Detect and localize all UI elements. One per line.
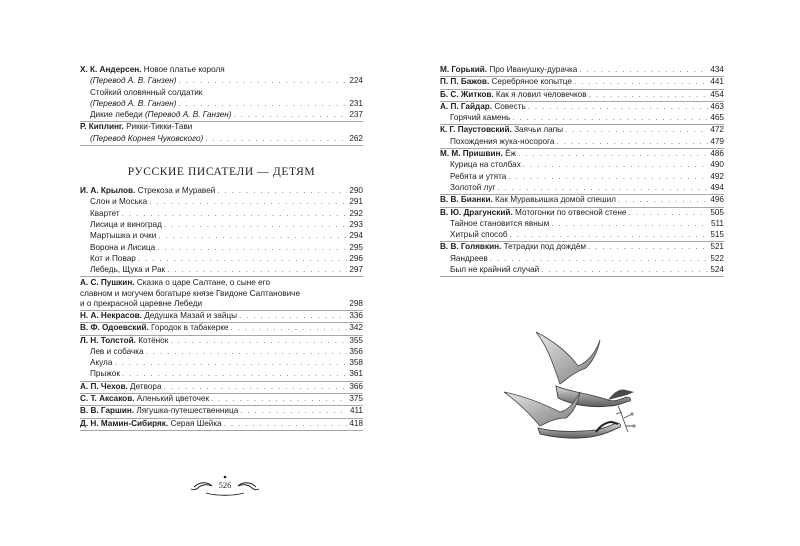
toc-item-title xyxy=(90,243,155,254)
work-title: Тайное становится явным xyxy=(450,218,550,228)
author-name: П. П. Бажов. xyxy=(440,77,490,87)
dot-leader xyxy=(549,219,708,230)
toc-item xyxy=(80,186,363,197)
dot-leader xyxy=(488,254,708,265)
toc-item xyxy=(440,149,724,160)
toc-item xyxy=(80,122,363,133)
toc-item-title xyxy=(440,90,587,101)
page-ref: 511 xyxy=(710,218,724,228)
work-title: Тетрадки под дождём xyxy=(503,242,587,252)
work-title: Был не крайний случай xyxy=(450,265,540,275)
dot-leader xyxy=(586,242,708,253)
toc-item-title xyxy=(90,99,177,110)
page-ref: 463 xyxy=(710,101,724,111)
toc-item xyxy=(440,183,724,194)
page-ref: 496 xyxy=(710,195,724,205)
russian-authors-list-left xyxy=(80,186,363,431)
toc-entry xyxy=(440,90,724,102)
toc-item xyxy=(80,110,363,121)
toc-entry xyxy=(80,65,363,122)
author-name: К. Г. Паустовский. xyxy=(440,125,512,135)
toc-item xyxy=(440,265,724,276)
dot-leader xyxy=(120,209,347,220)
page-ref: 295 xyxy=(349,242,363,252)
title-line: и о прекрасной царевне Лебеди xyxy=(80,299,203,309)
dot-leader xyxy=(231,110,347,121)
author-name: Р. Киплинг. xyxy=(80,122,124,132)
work-title: Про Иванушку-дурачка xyxy=(489,65,578,74)
dot-leader xyxy=(155,243,347,254)
work-title: Лисица и виноград xyxy=(90,219,162,229)
dot-leader xyxy=(516,149,708,160)
work-title: Котёнок xyxy=(138,335,169,345)
page-ref: 231 xyxy=(349,98,363,108)
page-number-label: 526 xyxy=(218,480,232,490)
toc-item xyxy=(440,137,724,148)
page-ref: 237 xyxy=(349,110,363,120)
toc-item-title xyxy=(90,265,165,276)
work-title: Новое платье короля xyxy=(143,65,225,74)
author-name: Б. С. Житков. xyxy=(440,89,494,99)
dot-leader xyxy=(136,254,347,265)
page-ref: 224 xyxy=(349,76,363,86)
dot-leader xyxy=(203,134,347,145)
author-name: М. Горький. xyxy=(440,65,488,74)
page-ref: 291 xyxy=(349,197,363,207)
toc-item-title xyxy=(90,209,120,220)
section-title: РУССКИЕ ПИСАТЕЛИ — ДЕТЯМ xyxy=(127,166,316,179)
toc-item xyxy=(440,208,724,219)
toc-item xyxy=(80,336,363,347)
work-title: Лягушка-путешественница xyxy=(136,406,239,416)
toc-item-title xyxy=(90,220,162,231)
toc-item xyxy=(80,369,363,380)
work-title: Ребята и утята xyxy=(450,171,507,181)
toc-entry xyxy=(80,311,363,323)
toc-entry xyxy=(440,195,724,207)
author-name: В. Ф. Одоевский. xyxy=(80,323,149,333)
toc-item-title xyxy=(450,160,521,171)
dot-leader xyxy=(162,220,347,231)
page-ref: 490 xyxy=(710,160,724,170)
toc-item xyxy=(440,254,724,265)
page-ref: 361 xyxy=(349,369,363,379)
toc-item-title xyxy=(90,76,177,87)
toc-item xyxy=(440,102,724,113)
toc-item xyxy=(440,65,724,76)
toc-entry xyxy=(440,125,724,149)
author-name: В. В. Бианки. xyxy=(440,195,493,205)
toc-item-title xyxy=(80,122,192,133)
left-toc-column xyxy=(80,65,363,431)
toc-item xyxy=(80,65,363,76)
page-ref: 293 xyxy=(349,219,363,229)
author-name: А. П. Чехов. xyxy=(80,381,128,391)
work-title: Детвора xyxy=(130,381,162,391)
toc-item xyxy=(80,382,363,393)
toc-item-title xyxy=(440,149,516,160)
dot-leader xyxy=(626,208,708,219)
toc-item-title xyxy=(440,208,626,219)
page-ref: 505 xyxy=(710,207,724,217)
toc-entry xyxy=(80,277,363,311)
page-ref: 418 xyxy=(349,418,363,428)
dot-leader xyxy=(539,265,708,276)
page-ref: 521 xyxy=(710,242,724,252)
author-name: В. В. Голявкин. xyxy=(440,242,502,252)
toc-item xyxy=(80,265,363,276)
toc-item xyxy=(440,172,724,183)
dot-leader xyxy=(521,160,708,171)
title-line: Сказка о царе Салтане, о сыне его xyxy=(136,278,271,288)
work-title: Стрекоза и Муравей xyxy=(137,186,216,196)
toc-entry xyxy=(80,394,363,406)
toc-entry xyxy=(440,242,724,277)
page-ref: 515 xyxy=(710,230,724,240)
toc-item xyxy=(440,77,724,88)
page-ref: 454 xyxy=(710,89,724,99)
dot-leader xyxy=(215,186,347,197)
dot-leader xyxy=(238,406,347,417)
foreign-authors-list xyxy=(80,65,363,146)
toc-item-title xyxy=(450,219,549,230)
toc-item xyxy=(80,231,363,242)
page-ref: 294 xyxy=(349,231,363,241)
author-name: Х. К. Андерсен. xyxy=(80,65,142,74)
toc-item xyxy=(80,347,363,358)
page-ref: 356 xyxy=(349,346,363,356)
page-ref: 411 xyxy=(349,406,363,416)
page-number xyxy=(200,478,250,492)
toc-item xyxy=(80,76,363,87)
toc-item xyxy=(440,242,724,253)
toc-item-title xyxy=(440,65,577,76)
dot-leader xyxy=(168,336,347,347)
dot-leader xyxy=(616,195,708,206)
toc-entry xyxy=(440,65,724,77)
author-name: А. С. Пушкин. xyxy=(80,278,135,288)
dot-leader xyxy=(563,125,708,136)
toc-item xyxy=(80,358,363,369)
work-title: Ворона и Лисица xyxy=(90,242,156,252)
toc-entry xyxy=(440,77,724,89)
work-title: Как я ловил человечков xyxy=(495,89,587,99)
page-ref: 524 xyxy=(710,265,724,275)
toc-entry xyxy=(80,382,363,394)
dot-leader xyxy=(510,113,708,124)
work-title: Городок в табакерке xyxy=(151,323,229,333)
toc-entry xyxy=(80,406,363,418)
toc-entry xyxy=(440,208,724,243)
toc-item-title xyxy=(90,347,144,358)
toc-item xyxy=(80,277,363,310)
dot-leader xyxy=(572,77,708,88)
work-title: Хитрый способ xyxy=(450,230,508,240)
page-ref: 441 xyxy=(710,77,724,87)
toc-item xyxy=(80,134,363,145)
dot-leader xyxy=(506,172,708,183)
work-title: Похождения жука-носорога xyxy=(450,136,555,146)
work-title: Рикки-Тикки-Тави xyxy=(126,122,193,132)
dot-leader xyxy=(526,102,708,113)
toc-entry xyxy=(80,419,363,431)
toc-item-title xyxy=(440,242,586,253)
page-ref: 297 xyxy=(349,265,363,275)
work-title: Курица на столбах xyxy=(450,160,521,170)
toc-item-title xyxy=(440,102,526,113)
toc-item-title xyxy=(90,369,120,380)
dot-leader xyxy=(587,90,708,101)
author-name: М. М. Пришвин. xyxy=(440,149,503,159)
work-title: Акула xyxy=(90,358,113,368)
work-title: Лев и собачка xyxy=(90,346,144,356)
page-ref: 479 xyxy=(710,136,724,146)
toc-item xyxy=(80,419,363,430)
toc-item-title xyxy=(90,231,156,242)
work-title: Мартышка и очки xyxy=(90,231,157,241)
translator-note: (Перевод А. В. Ганзен) xyxy=(144,110,232,120)
author-name: А. П. Гайдар. xyxy=(440,101,493,111)
dot-leader xyxy=(577,65,708,76)
toc-item-title xyxy=(90,254,136,265)
work-title: Мотогонки по отвесной стене xyxy=(515,207,627,217)
dot-leader xyxy=(228,323,347,334)
work-title: Серебряное копытце xyxy=(491,77,572,87)
toc-entry xyxy=(80,122,363,146)
toc-item xyxy=(80,311,363,322)
page-ref: 262 xyxy=(349,133,363,143)
page-ref: 472 xyxy=(710,125,724,135)
dot-leader xyxy=(147,197,347,208)
toc-item-title xyxy=(450,265,539,276)
toc-item xyxy=(80,209,363,220)
toc-item xyxy=(80,88,363,99)
dot-leader xyxy=(237,311,347,322)
toc-item xyxy=(440,160,724,171)
dot-leader xyxy=(222,419,347,430)
author-name: Д. Н. Мамин-Сибиряк. xyxy=(80,418,169,428)
toc-item-title xyxy=(450,113,510,124)
toc-entry xyxy=(440,102,724,126)
toc-entry xyxy=(440,149,724,195)
page-ref: 522 xyxy=(710,253,724,263)
toc-item xyxy=(440,125,724,136)
work-title: Заячьи лапы xyxy=(514,125,564,135)
toc-item xyxy=(80,406,363,417)
toc-item-title xyxy=(450,254,488,265)
page-ref: 486 xyxy=(710,149,724,159)
toc-item-title xyxy=(90,134,203,145)
toc-entry xyxy=(80,186,363,277)
work-title: Ёж xyxy=(505,149,517,159)
toc-item-title xyxy=(450,172,506,183)
work-title: Горячий камень xyxy=(450,113,511,123)
page-ref: 290 xyxy=(349,186,363,196)
translator-note: (Перевод А. В. Ганзен) xyxy=(90,76,177,86)
work-title: Кот и Повар xyxy=(90,253,136,263)
work-title: Квартет xyxy=(90,208,120,218)
author-name: И. А. Крылов. xyxy=(80,186,136,196)
page-ref: 375 xyxy=(349,394,363,404)
work-title: Дикие лебеди xyxy=(90,110,143,120)
toc-item-title xyxy=(90,358,112,369)
toc-item-title xyxy=(440,125,563,136)
page-ref: 358 xyxy=(349,358,363,368)
russian-authors-list-right xyxy=(440,65,724,277)
author-name: В. Ю. Драгунский. xyxy=(440,207,513,217)
dot-leader xyxy=(177,99,347,110)
toc-item-title xyxy=(80,382,162,393)
toc-item-title xyxy=(90,110,231,121)
toc-item xyxy=(80,197,363,208)
dot-leader xyxy=(177,76,347,87)
dot-leader xyxy=(112,358,347,369)
dot-leader xyxy=(120,369,347,380)
right-toc-column xyxy=(440,65,724,277)
dot-leader xyxy=(162,382,347,393)
toc-item-title xyxy=(450,137,554,148)
author-name: С. Т. Аксаков. xyxy=(80,394,135,404)
toc-item xyxy=(440,113,724,124)
dot-leader xyxy=(209,394,347,405)
toc-item xyxy=(80,323,363,334)
work-title: Как Муравьишка домой спешил xyxy=(495,195,616,205)
author-name: Н. А. Некрасов. xyxy=(80,310,142,320)
page-ref: 494 xyxy=(710,182,724,192)
toc-item xyxy=(80,220,363,231)
toc-entry xyxy=(80,323,363,335)
flying-geese-illustration xyxy=(496,322,666,462)
page-ref: 336 xyxy=(349,310,363,320)
title-line: славном и могучем богатыре князе Гвидоне Салтановиче xyxy=(80,288,300,298)
toc-item xyxy=(440,230,724,241)
dot-leader xyxy=(508,230,708,241)
toc-item-title xyxy=(440,195,616,206)
work-title: Слон и Моська xyxy=(90,197,148,207)
work-title: Серая Шейка xyxy=(170,418,222,428)
toc-item xyxy=(440,195,724,206)
toc-item-title xyxy=(90,88,202,99)
work-title: Яандреев xyxy=(450,253,488,263)
work-title: Золотой луг xyxy=(450,182,496,192)
author-name: В. В. Гаршин. xyxy=(80,406,135,416)
dot-leader xyxy=(554,137,708,148)
dot-leader xyxy=(156,231,347,242)
page-ref: 366 xyxy=(349,381,363,391)
toc-item-title xyxy=(80,323,228,334)
page-ref: 492 xyxy=(710,171,724,181)
author-name: Л. Н. Толстой. xyxy=(80,335,136,345)
dot-leader xyxy=(495,183,708,194)
translator-note: (Перевод А. В. Ганзен) xyxy=(90,98,177,108)
toc-item xyxy=(80,394,363,405)
toc-entry xyxy=(80,336,363,382)
toc-item-title xyxy=(450,183,495,194)
dot-leader xyxy=(165,265,347,276)
page-ref: 355 xyxy=(349,335,363,345)
toc-item-title xyxy=(80,65,225,76)
toc-item-title xyxy=(80,419,222,430)
page-ref: 342 xyxy=(349,323,363,333)
page-ref: 434 xyxy=(710,65,724,74)
work-title: Совесть xyxy=(494,101,526,111)
toc-item-title xyxy=(80,336,168,347)
page-ref: 292 xyxy=(349,208,363,218)
toc-item-title xyxy=(80,186,215,197)
toc-item-title xyxy=(80,394,209,405)
toc-item xyxy=(440,219,724,230)
page-ref: 465 xyxy=(710,113,724,123)
translator-note: (Перевод Корнея Чуковского) xyxy=(90,133,204,143)
work-title: Стойкий оловянный солдатик xyxy=(90,87,203,97)
toc-item xyxy=(80,254,363,265)
work-title: Лебедь, Щука и Рак xyxy=(90,265,166,275)
toc-item-title xyxy=(80,311,237,322)
toc-item-title xyxy=(440,77,572,88)
page-ref: 296 xyxy=(349,253,363,263)
work-title: Прыжок xyxy=(90,369,120,379)
toc-item xyxy=(440,90,724,101)
toc-item xyxy=(80,243,363,254)
page-ref: 298 xyxy=(349,299,363,309)
toc-item-title xyxy=(80,406,238,417)
toc-item-title xyxy=(450,230,508,241)
work-title: Аленький цветочек xyxy=(136,394,210,404)
toc-item xyxy=(80,99,363,110)
work-title: Дедушка Мазай и зайцы xyxy=(144,310,237,320)
toc-item-title xyxy=(90,197,147,208)
dot-leader xyxy=(144,347,347,358)
